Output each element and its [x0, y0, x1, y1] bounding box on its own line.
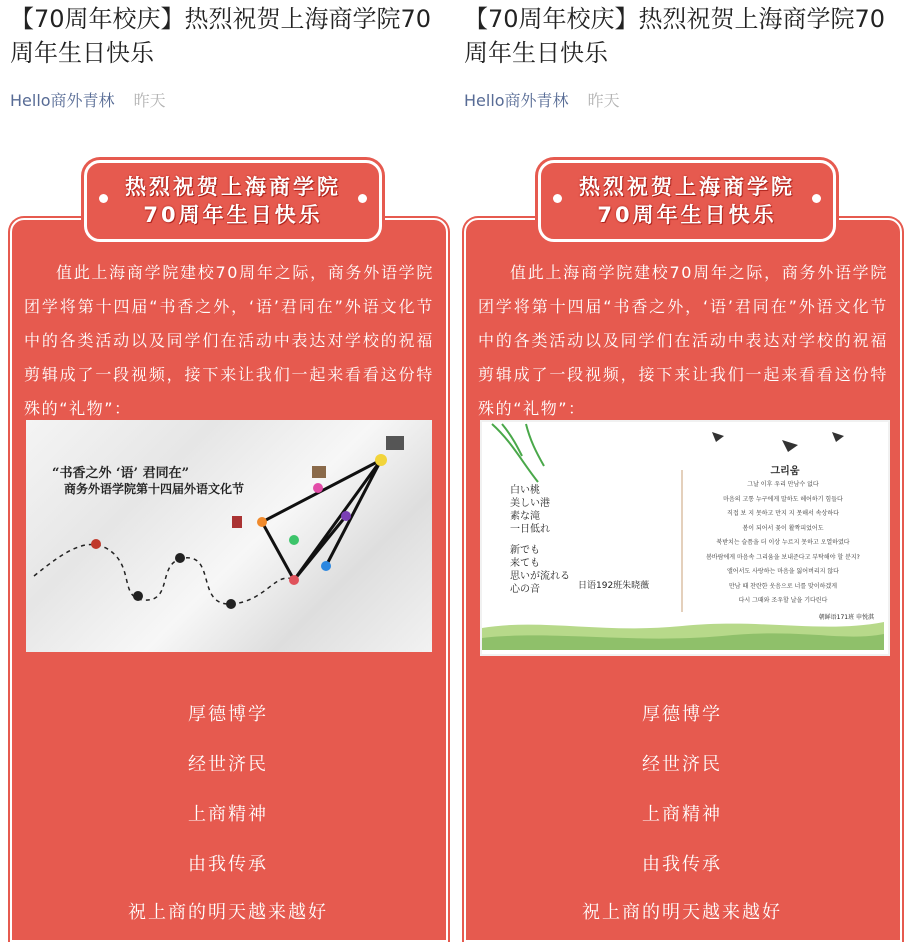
route-map-graphic: [26, 420, 432, 652]
ko-poem-line: 마음의 고통 누구에게 말하도 헤어하기 힘들다: [723, 495, 843, 503]
motto-line: 祝上商的明天越来越好: [128, 902, 328, 923]
korean-poem: [686, 478, 880, 609]
banner-line-2: 70周年生日快乐: [143, 203, 323, 227]
ja-credit: 日语192班朱晓薇: [578, 581, 650, 591]
celebration-banner: [538, 160, 836, 242]
video-caption-line1: “书香之外 ‘语’ 君同在”: [52, 466, 190, 481]
article-column-right: [462, 0, 902, 923]
ko-poem-line: 그날 이후 우리 만남수 없다: [747, 481, 819, 488]
author-link[interactable]: Hello商外青林: [10, 91, 115, 110]
celebration-banner: [84, 160, 382, 242]
ja-poem-line: 心の音: [510, 584, 540, 595]
video-thumbnail[interactable]: [480, 420, 890, 656]
motto-line: 经世济民: [642, 754, 722, 775]
ko-poem-line: 봄이 되어서 꽃이 활짝피었어도: [742, 524, 824, 532]
ko-credit: 朝鲜语171班 申悦淇: [818, 614, 874, 621]
banner-dot-right: [812, 194, 821, 203]
motto-line: 由我传承: [642, 854, 722, 875]
motto-line: 厚德博学: [642, 704, 722, 725]
ko-poem-line: 앨어서도 사랑하는 마음을 잃어버리지 않다: [727, 568, 839, 575]
publish-date: 昨天: [133, 91, 166, 110]
motto-line: 经世济民: [188, 754, 268, 775]
ja-poem-line: 美しい港: [510, 498, 550, 509]
video-caption-line2: 商务外语学院第十四届外语文化节: [64, 482, 245, 496]
banner-line-1: 热烈祝贺上海商学院: [579, 175, 795, 199]
ja-poem-line: 来ても: [510, 558, 540, 569]
ko-poem-line: 만남 때 찬란한 웃음으로 너를 맞이하겠게: [728, 582, 838, 590]
ja-poem-line: 白い桃: [510, 485, 540, 496]
banner-line-2: 70周年生日快乐: [597, 203, 777, 227]
intro-paragraph: 值此上海商学院建校70周年之际，商务外语学院团学将第十四届“书香之外，‘语’君同在”外语文化节中的各类活动以及同学们在活动中表达对学校的祝福剪辑成了一段视频，接下来让我们一起来看看这份特殊的“礼物”：: [478, 263, 888, 418]
intro-paragraph: 值此上海商学院建校70周年之际，商务外语学院团学将第十四届“书香之外，‘语’君同在”外语文化节中的各类活动以及同学们在活动中表达对学校的祝福剪辑成了一段视频，接下来让我们一起来看看这份特殊的“礼物”：: [24, 263, 434, 418]
article-column-left: [8, 0, 448, 923]
publish-date: 昨天: [587, 91, 620, 110]
article-title[interactable]: 【70周年校庆】热烈祝贺上海商学院70周年生日快乐: [464, 5, 886, 67]
ja-poem-line: 思いが流れる: [510, 571, 570, 582]
article-meta: [10, 88, 166, 111]
ja-poem-spacer: [510, 536, 570, 544]
ja-poem-line: 素な滝: [510, 511, 540, 522]
motto-line: 祝上商的明天越来越好: [582, 902, 782, 923]
ko-poem-line: 다시 그때와 조우할 날을 기다린다: [738, 597, 828, 604]
author-link[interactable]: Hello商外青林: [464, 91, 569, 110]
ko-poem-line: 직접 보 지 못하고 만지 지 못해서 속상하다: [727, 510, 839, 517]
article-meta: [464, 88, 620, 111]
motto-line: 上商精神: [642, 804, 722, 825]
ko-poem-line: 봄바람에게 마음속 그리움을 보내준다고 부탁해야 할 분지?: [706, 553, 860, 561]
ko-poem-title: 그리움: [770, 466, 800, 477]
ja-poem-line: 一日低れ: [510, 524, 550, 535]
ja-poem-line: 新でも: [510, 545, 540, 556]
japanese-poem: [510, 484, 570, 596]
article-title[interactable]: 【70周年校庆】热烈祝贺上海商学院70周年生日快乐: [10, 5, 432, 67]
motto-line: 由我传承: [188, 854, 268, 875]
video-thumbnail[interactable]: [26, 420, 432, 652]
motto-line: 上商精神: [188, 804, 268, 825]
motto-line: 厚德博学: [188, 704, 268, 725]
ko-poem-line: 북받치는 슬픔을 더 이상 누르지 못하고 오열하였다: [716, 539, 850, 546]
banner-dot-left: [99, 194, 108, 203]
banner-dot-right: [358, 194, 367, 203]
banner-line-1: 热烈祝贺上海商学院: [125, 175, 341, 199]
banner-dot-left: [553, 194, 562, 203]
